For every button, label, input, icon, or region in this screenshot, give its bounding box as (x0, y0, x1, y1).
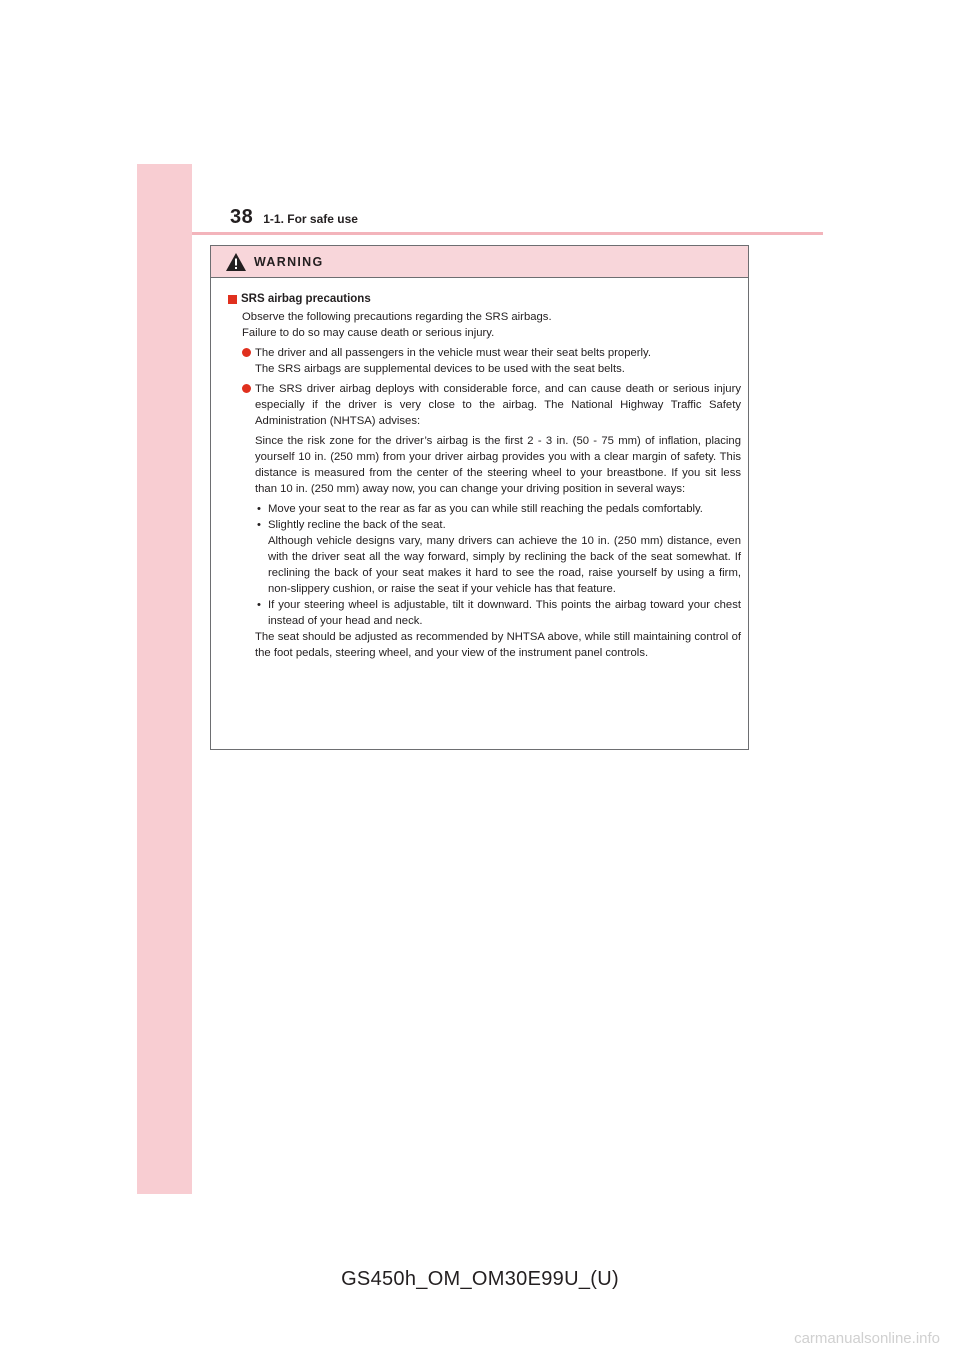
list-item: • Move your seat to the rear as far as you can while still reaching the pedals comfortably. (255, 501, 741, 517)
warning-body (211, 278, 748, 661)
warning-header (211, 246, 748, 278)
list-item-title: • Slightly recline the back of the seat. (268, 519, 446, 531)
intro-paragraph (242, 309, 741, 341)
bullet-line: The driver and all passengers in the vehicle must wear their seat belts properly. (255, 347, 652, 359)
page-header (230, 206, 358, 229)
intro-line: Failure to do so may cause death or serious injury. (242, 327, 495, 339)
circle-bullet-icon (242, 348, 251, 357)
circle-bullet-icon (242, 384, 251, 393)
bullet-line: The SRS airbags are supplemental devices to be used with the seat belts. (255, 363, 625, 375)
square-bullet-icon (228, 295, 237, 304)
bullet-item (242, 381, 741, 429)
warning-triangle-icon (226, 253, 246, 271)
list-item-detail: Although vehicle designs vary, many drivers can achieve the 10 in. (250 mm) distance, even with the driver seat all the way forward, simply by reclining the back of the seat somewhat. If reclining the back of your seat makes it hard to see the road, raise yourself by using a firm, non-slippery cushion, or raise the seat if your vehicle has that feature. (268, 535, 741, 595)
bullet-text (255, 345, 741, 377)
document-code: GS450h_OM_OM30E99U_(U) (341, 1268, 619, 1290)
warning-label: WARNING (254, 254, 324, 269)
section-title: 1-1. For safe use (263, 212, 358, 226)
intro-line: Observe the following precautions regarding the SRS airbags. (242, 311, 552, 323)
driving-position-list (255, 501, 741, 629)
watermark: carmanualsonline.info (794, 1330, 940, 1347)
page-number: 38 (230, 206, 254, 228)
bullet-text: The SRS driver airbag deploys with considerable force, and can cause death or serious injury especially if the driver is very close to the airbag. The National Highway Traffic Safety Administration (NHTSA) advises: (255, 383, 741, 427)
nhtsa-advice-paragraph: Since the risk zone for the driver’s airbag is the first 2 - 3 in. (50 - 75 mm) of inflation, placing yourself 10 in. (250 mm) from your driver airbag provides you with a clear margin of safety. This distance is measured from the center of the steering wheel to your breastbone. If you sit less than 10 in. (250 mm) away now, you can change your driving position in several ways: (255, 435, 741, 495)
conclusion-paragraph: The seat should be adjusted as recommended by NHTSA above, while still maintaining control of the foot pedals, steering wheel, and your view of the instrument panel controls. (255, 631, 741, 659)
warning-heading (228, 291, 741, 307)
warning-heading-text: SRS airbag precautions (241, 293, 371, 305)
warning-box (210, 245, 749, 750)
side-tab-band (137, 164, 192, 1194)
bullet-item (242, 345, 741, 377)
list-item: • If your steering wheel is adjustable, tilt it downward. This points the airbag toward your chest instead of your head and neck. (255, 597, 741, 629)
list-item (255, 517, 741, 597)
header-divider (192, 232, 823, 235)
